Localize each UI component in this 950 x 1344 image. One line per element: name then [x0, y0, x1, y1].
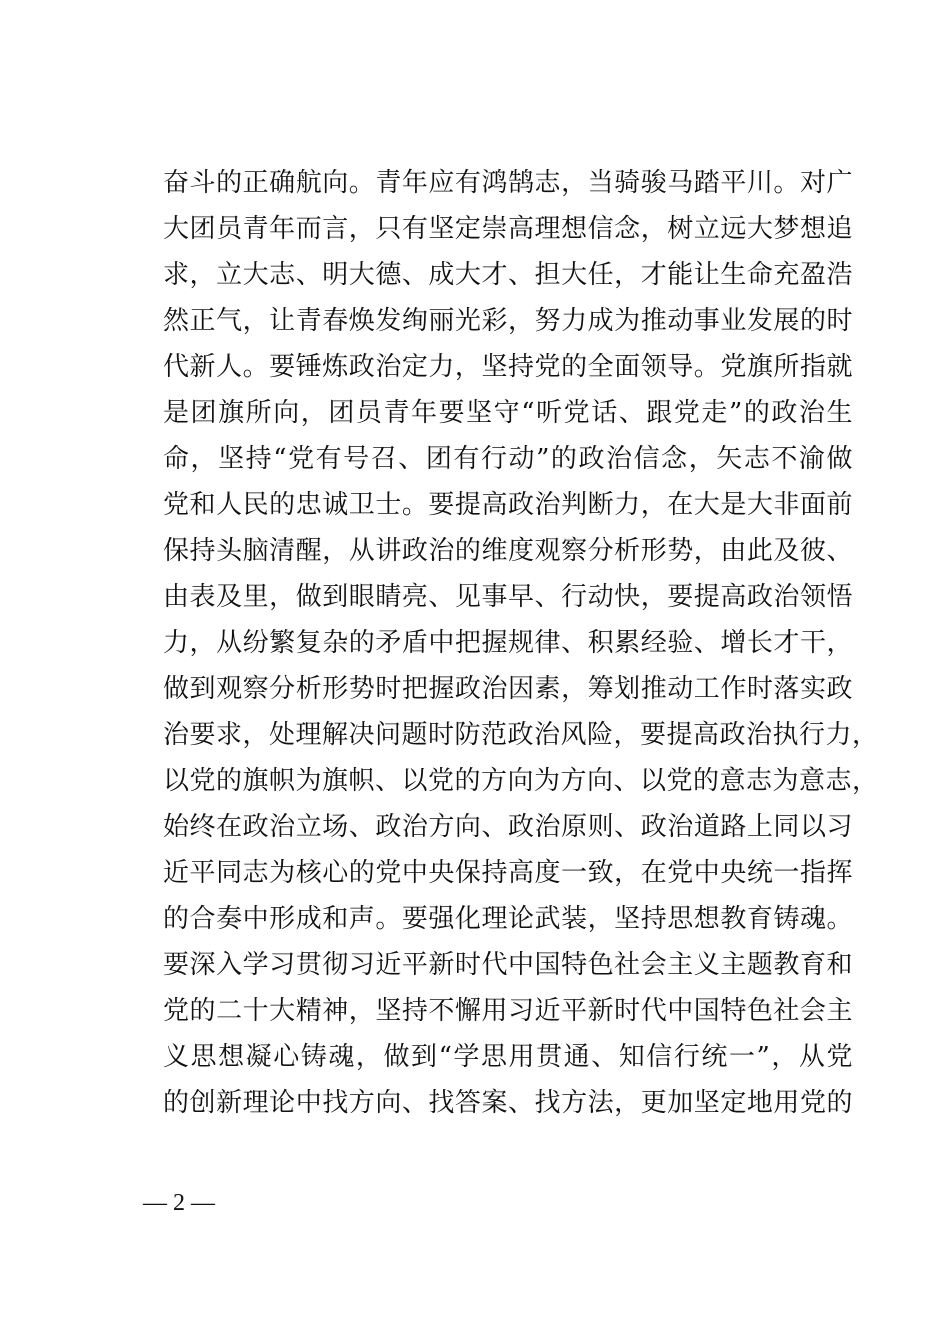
text-line: 命，坚持“党有号召、团有行动”的政治信念，矢志不渝做 — [163, 444, 853, 474]
text-line: 的创新理论中找方向、找答案、找方法，更加坚定地用党的 — [163, 1088, 853, 1118]
text-line: 保持头脑清醒，从讲政治的维度观察分析形势，由此及彼、 — [163, 536, 853, 566]
text-line: 做到观察分析形势时把握政治因素，筹划推动工作时落实政 — [163, 674, 853, 704]
text-line: 代新人。要锤炼政治定力，坚持党的全面领导。党旗所指就 — [163, 352, 853, 382]
text-line: 始终在政治立场、政治方向、政治原则、政治道路上同以习 — [163, 812, 853, 842]
text-line: 义思想凝心铸魂，做到“学思用贯通、知信行统一”，从党 — [163, 1042, 853, 1072]
text-line: 大团员青年而言，只有坚定崇高理想信念，树立远大梦想追 — [163, 214, 853, 244]
text-line: 近平同志为核心的党中央保持高度一致，在党中央统一指挥 — [163, 858, 853, 888]
text-line: 由表及里，做到眼睛亮、见事早、行动快，要提高政治领悟 — [163, 582, 853, 612]
text-line: 是团旗所向，团员青年要坚守“听党话、跟党走”的政治生 — [163, 398, 853, 428]
text-line: 党和人民的忠诚卫士。要提高政治判断力，在大是大非面前 — [163, 490, 853, 520]
text-line: 党的二十大精神，坚持不懈用习近平新时代中国特色社会主 — [163, 996, 853, 1026]
text-line: 然正气，让青春焕发绚丽光彩，努力成为推动事业发展的时 — [163, 306, 853, 336]
text-line: 要深入学习贯彻习近平新时代中国特色社会主义主题教育和 — [163, 950, 853, 980]
text-line: 治要求，处理解决问题时防范政治风险，要提高政治执行力， — [163, 720, 879, 750]
text-line: 求，立大志、明大德、成大才、担大任，才能让生命充盈浩 — [163, 260, 853, 290]
text-line: 奋斗的正确航向。青年应有鸿鹄志，当骑骏马踏平川。对广 — [163, 168, 853, 198]
page-number: — 2 — — [143, 1190, 215, 1216]
text-line: 力，从纷繁复杂的矛盾中把握规律、积累经验、增长才干， — [163, 628, 853, 658]
text-line: 的合奏中形成和声。要强化理论武装，坚持思想教育铸魂。 — [163, 904, 853, 934]
text-line: 以党的旗帜为旗帜、以党的方向为方向、以党的意志为意志， — [163, 766, 879, 796]
body-paragraph — [163, 160, 879, 1126]
